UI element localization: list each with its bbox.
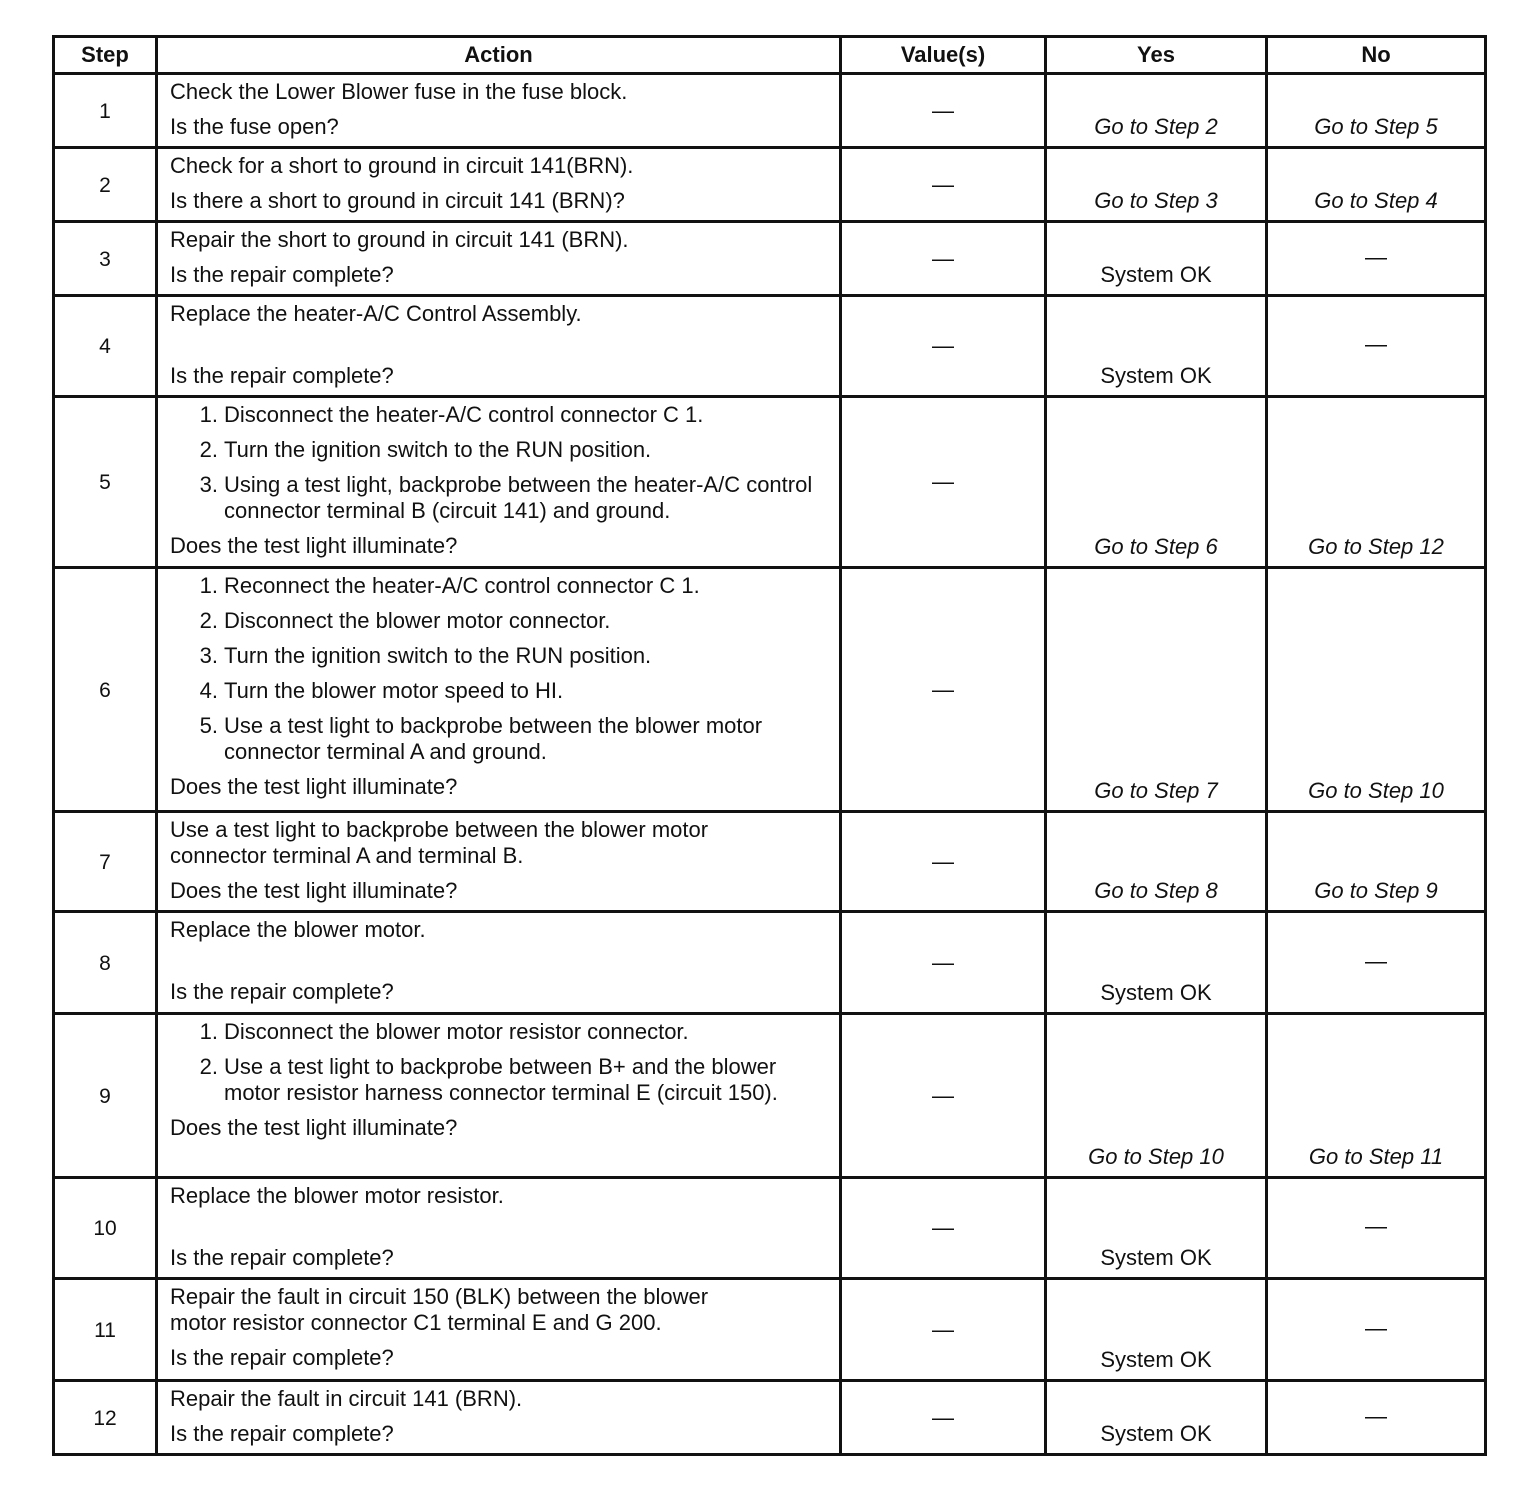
step-number: 2	[54, 148, 157, 222]
no-cell	[1267, 222, 1486, 296]
yes-result: System OK	[1100, 262, 1212, 287]
table-row	[54, 568, 1486, 812]
spacer	[170, 869, 829, 878]
action-text: Repair the fault in circuit 150 (BLK) between the blower	[170, 1284, 709, 1309]
yes-cell	[1046, 1381, 1267, 1455]
step-number: 6	[54, 568, 157, 812]
table-row	[54, 222, 1486, 296]
action-text: motor resistor connector C1 terminal E and G 200.	[170, 1310, 662, 1335]
value-cell: —	[841, 222, 1046, 296]
no-result: —	[1365, 1403, 1387, 1429]
action-question: Is the repair complete?	[170, 1345, 394, 1370]
no-cell	[1267, 1014, 1486, 1178]
spacer	[170, 1412, 829, 1421]
no-result: —	[1365, 244, 1387, 270]
no-result: —	[1365, 1315, 1387, 1341]
yes-cell	[1046, 148, 1267, 222]
value-cell: —	[841, 1279, 1046, 1381]
action-step-text: Disconnect the blower motor connector.	[224, 608, 611, 633]
header-yes: Yes	[1046, 37, 1267, 74]
table-row	[54, 296, 1486, 397]
action-step-item	[199, 402, 829, 428]
step-number: 12	[54, 1381, 157, 1455]
step-number: 5	[54, 397, 157, 568]
action-step-number: 5.	[199, 713, 218, 738]
action-cell	[157, 222, 841, 296]
action-cell	[157, 74, 841, 148]
value-cell: —	[841, 912, 1046, 1014]
action-question: Does the test light illuminate?	[170, 1115, 458, 1140]
value-cell: —	[841, 1014, 1046, 1178]
yes-result: Go to Step 10	[1088, 1144, 1224, 1169]
action-step-item	[199, 1019, 829, 1045]
spacer	[170, 327, 829, 363]
action-step-item	[199, 713, 829, 765]
no-cell	[1267, 397, 1486, 568]
step-number: 4	[54, 296, 157, 397]
no-cell	[1267, 568, 1486, 812]
value-cell: —	[841, 397, 1046, 568]
yes-cell	[1046, 296, 1267, 397]
yes-cell	[1046, 912, 1267, 1014]
action-cell	[157, 568, 841, 812]
header-action: Action	[157, 37, 841, 74]
step-number: 7	[54, 812, 157, 912]
action-step-text: Using a test light, backprobe between the heater-A/C control connector terminal B (circuit 141) and ground.	[224, 472, 813, 523]
action-step-text: Turn the blower motor speed to HI.	[224, 678, 564, 703]
header-no: No	[1267, 37, 1486, 74]
action-step-item	[199, 608, 829, 634]
value-cell: —	[841, 296, 1046, 397]
action-step-item	[199, 573, 829, 599]
no-cell	[1267, 1178, 1486, 1279]
action-cell	[157, 812, 841, 912]
action-cell	[157, 1381, 841, 1455]
no-result: Go to Step 9	[1314, 878, 1438, 903]
no-cell	[1267, 1381, 1486, 1455]
diagnostic-table	[52, 35, 1487, 1456]
yes-cell	[1046, 1014, 1267, 1178]
action-cell	[157, 1178, 841, 1279]
action-step-number: 4.	[199, 678, 218, 703]
action-step-number: 3.	[199, 472, 218, 497]
no-result: —	[1365, 331, 1387, 357]
action-text: Use a test light to backprobe between the blower motor	[170, 817, 709, 842]
action-cell	[157, 912, 841, 1014]
yes-result: Go to Step 2	[1094, 114, 1218, 139]
action-step-item	[199, 678, 829, 704]
action-question: Is the repair complete?	[170, 979, 394, 1004]
no-cell	[1267, 812, 1486, 912]
action-step-number: 3.	[199, 643, 218, 668]
yes-result: System OK	[1100, 1245, 1212, 1270]
action-question: Does the test light illuminate?	[170, 878, 458, 903]
yes-cell	[1046, 397, 1267, 568]
action-step-number: 2.	[199, 437, 218, 462]
yes-result: Go to Step 3	[1094, 188, 1218, 213]
header-value: Value(s)	[841, 37, 1046, 74]
action-question: Is the fuse open?	[170, 114, 339, 139]
yes-result: System OK	[1100, 363, 1212, 388]
action-step-number: 1.	[199, 1019, 218, 1044]
action-step-text: Disconnect the heater-A/C control connector C 1.	[224, 402, 704, 427]
no-cell	[1267, 296, 1486, 397]
spacer	[170, 105, 829, 114]
no-result: —	[1365, 1213, 1387, 1239]
value-cell: —	[841, 1381, 1046, 1455]
yes-cell	[1046, 812, 1267, 912]
action-text: Repair the fault in circuit 141 (BRN).	[170, 1386, 523, 1411]
no-result: Go to Step 11	[1308, 1144, 1444, 1169]
action-question: Does the test light illuminate?	[170, 774, 458, 799]
action-step-text: Turn the ignition switch to the RUN position.	[224, 437, 652, 462]
action-text: Check for a short to ground in circuit 141(BRN).	[170, 153, 634, 178]
yes-result: Go to Step 8	[1094, 878, 1218, 903]
no-result: Go to Step 10	[1308, 778, 1444, 803]
action-step-text: Reconnect the heater-A/C control connector C 1.	[224, 573, 700, 598]
header-step: Step	[54, 37, 157, 74]
table-row	[54, 1014, 1486, 1178]
action-step-text: Disconnect the blower motor resistor connector.	[224, 1019, 689, 1044]
table-row	[54, 1381, 1486, 1455]
spacer	[170, 943, 829, 979]
action-step-text: Use a test light to backprobe between B+ and the blower motor resistor harness connector terminal E (circuit 150).	[224, 1054, 778, 1105]
table-row	[54, 74, 1486, 148]
action-question: Is there a short to ground in circuit 141 (BRN)?	[170, 188, 625, 213]
action-question: Is the repair complete?	[170, 1245, 394, 1270]
action-cell	[157, 1279, 841, 1381]
step-number: 3	[54, 222, 157, 296]
table-row	[54, 397, 1486, 568]
yes-cell	[1046, 1279, 1267, 1381]
no-cell	[1267, 1279, 1486, 1381]
step-number: 8	[54, 912, 157, 1014]
yes-cell	[1046, 222, 1267, 296]
yes-result: System OK	[1100, 980, 1212, 1005]
action-question: Is the repair complete?	[170, 262, 394, 287]
action-step-number: 1.	[199, 573, 218, 598]
no-result: Go to Step 4	[1314, 188, 1438, 213]
action-step-number: 2.	[199, 608, 218, 633]
yes-cell	[1046, 1178, 1267, 1279]
action-step-text: Turn the ignition switch to the RUN position.	[224, 643, 652, 668]
action-text: Replace the heater-A/C Control Assembly.	[170, 301, 582, 326]
no-result: —	[1365, 948, 1387, 974]
action-step-text: Use a test light to backprobe between the blower motor connector terminal A and ground.	[224, 713, 763, 764]
table-row	[54, 812, 1486, 912]
value-cell: —	[841, 74, 1046, 148]
value-cell: —	[841, 148, 1046, 222]
action-question: Is the repair complete?	[170, 1421, 394, 1446]
action-steps-list	[170, 573, 829, 765]
value-cell: —	[841, 812, 1046, 912]
action-question: Does the test light illuminate?	[170, 533, 458, 558]
action-step-item	[199, 472, 829, 524]
yes-result: Go to Step 7	[1094, 778, 1218, 803]
table-row	[54, 1279, 1486, 1381]
spacer	[170, 1336, 829, 1345]
yes-result: System OK	[1100, 1347, 1212, 1372]
no-cell	[1267, 74, 1486, 148]
value-cell: —	[841, 568, 1046, 812]
table-row	[54, 148, 1486, 222]
action-cell	[157, 296, 841, 397]
header-row	[54, 37, 1486, 74]
action-text: Check the Lower Blower fuse in the fuse block.	[170, 79, 628, 104]
no-result: Go to Step 12	[1308, 534, 1444, 559]
action-text: Repair the short to ground in circuit 141 (BRN).	[170, 227, 629, 252]
step-number: 1	[54, 74, 157, 148]
table-row	[54, 912, 1486, 1014]
no-cell	[1267, 912, 1486, 1014]
no-result: Go to Step 5	[1314, 114, 1438, 139]
action-step-item	[199, 643, 829, 669]
spacer	[170, 1209, 829, 1245]
yes-cell	[1046, 74, 1267, 148]
value-cell: —	[841, 1178, 1046, 1279]
action-steps-list	[170, 1019, 829, 1106]
yes-cell	[1046, 568, 1267, 812]
action-text: connector terminal A and terminal B.	[170, 843, 524, 868]
action-step-item	[199, 1054, 829, 1106]
action-step-number: 2.	[199, 1054, 218, 1079]
action-cell	[157, 1014, 841, 1178]
action-steps-list	[170, 402, 829, 524]
step-number: 9	[54, 1014, 157, 1178]
no-cell	[1267, 148, 1486, 222]
action-step-item	[199, 437, 829, 463]
action-question: Is the repair complete?	[170, 363, 394, 388]
step-number: 11	[54, 1279, 157, 1381]
spacer	[170, 253, 829, 262]
action-text: Replace the blower motor resistor.	[170, 1183, 504, 1208]
action-cell	[157, 148, 841, 222]
action-text: Replace the blower motor.	[170, 917, 426, 942]
yes-result: System OK	[1100, 1421, 1212, 1446]
spacer	[170, 179, 829, 188]
yes-result: Go to Step 6	[1094, 534, 1218, 559]
action-cell	[157, 397, 841, 568]
table-row	[54, 1178, 1486, 1279]
action-step-number: 1.	[199, 402, 218, 427]
step-number: 10	[54, 1178, 157, 1279]
